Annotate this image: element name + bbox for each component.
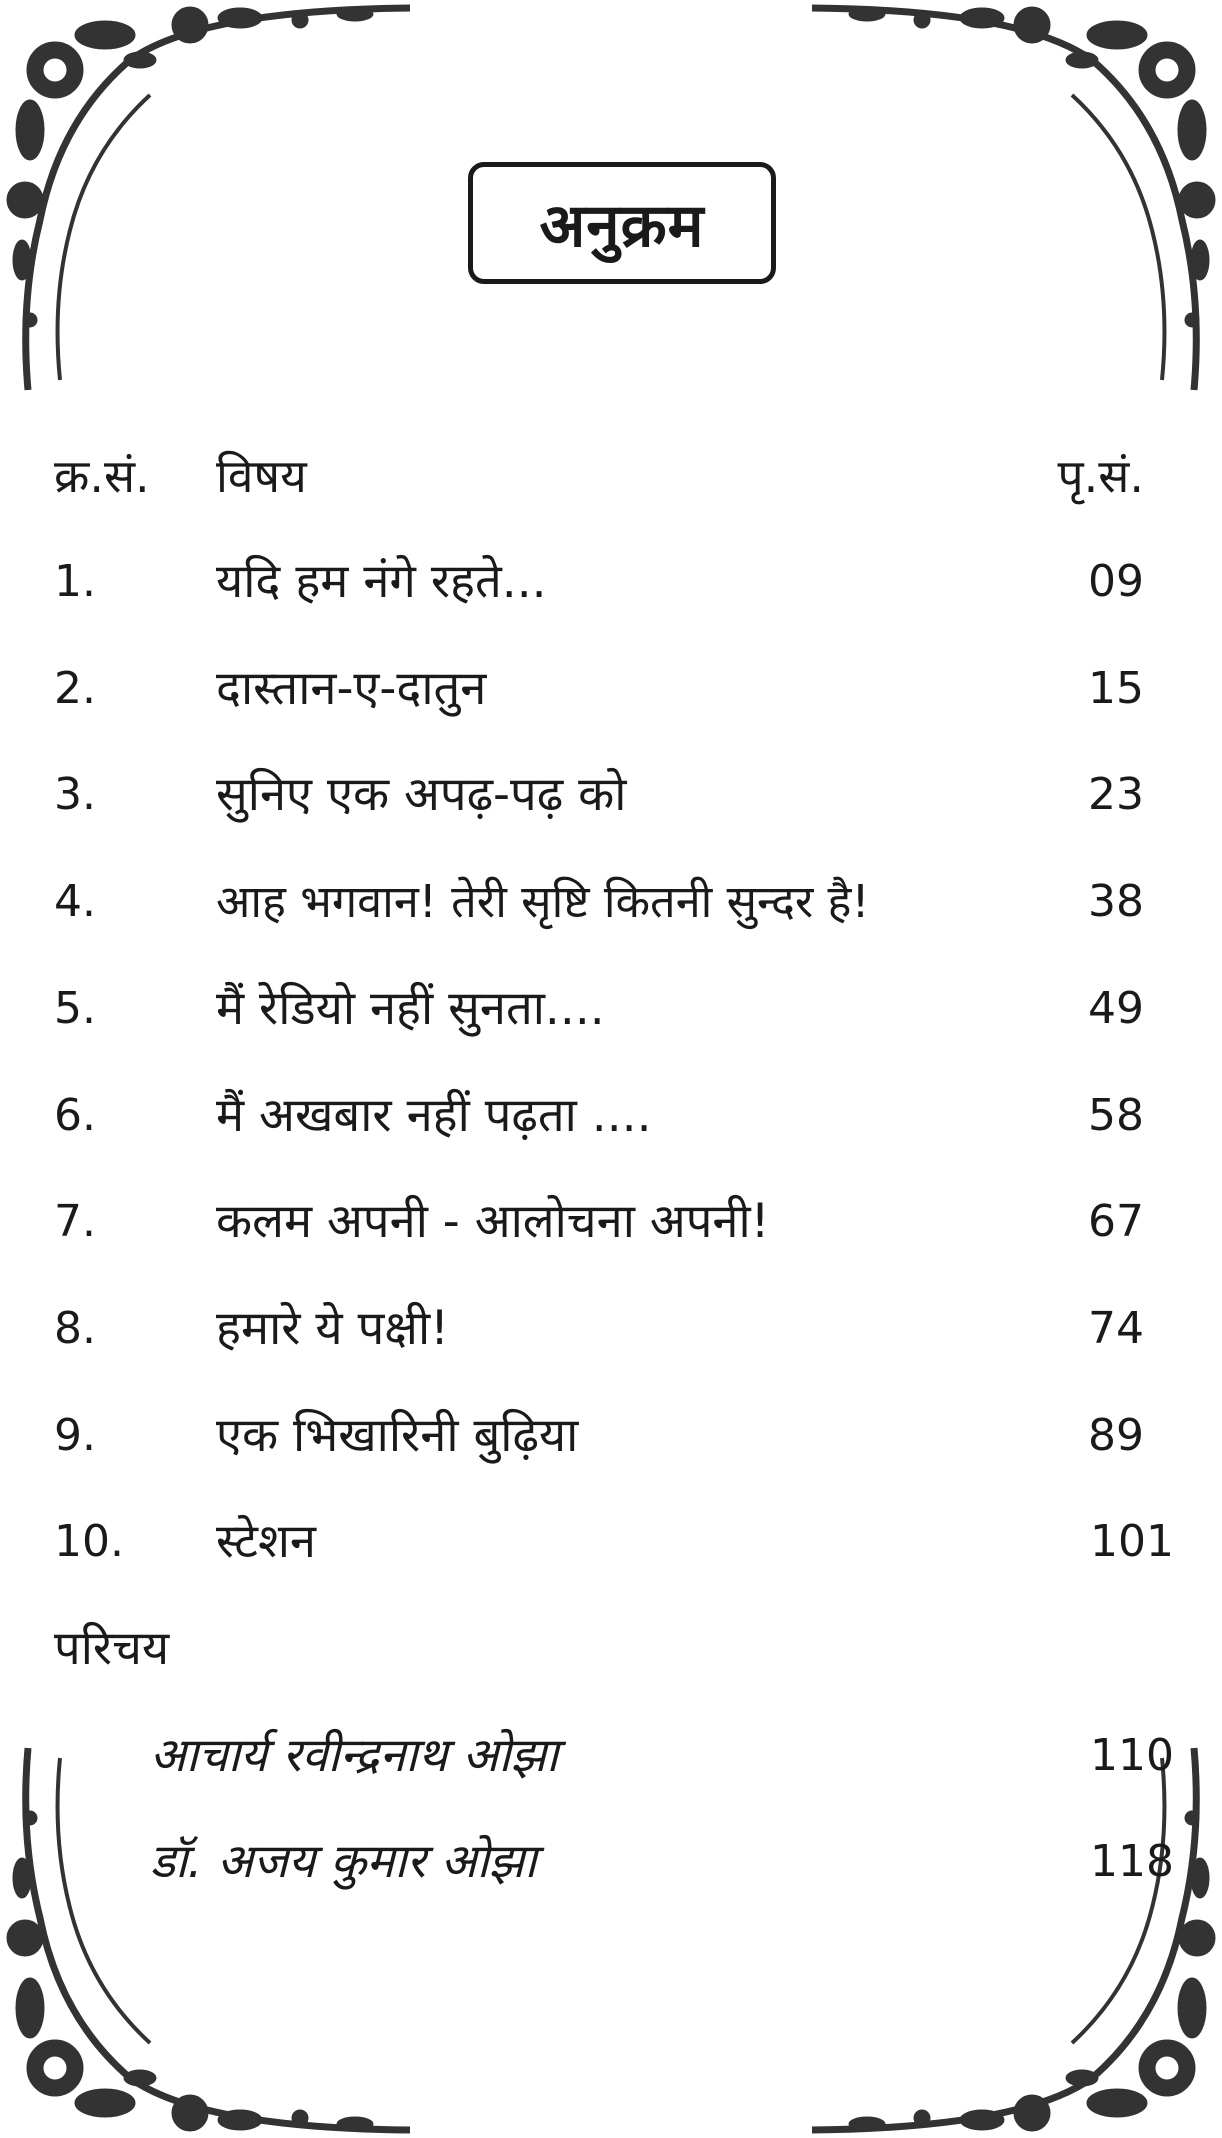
toc-entry (0, 755, 1222, 835)
entry-number: 6. (54, 1090, 96, 1141)
intro-entry (0, 1716, 1222, 1796)
entry-number: 8. (54, 1303, 96, 1354)
entry-page: 67 (1088, 1196, 1144, 1247)
entry-page: 89 (1088, 1410, 1144, 1461)
floral-corner-top-left-icon (0, 0, 420, 400)
entry-topic: कलम अपनी - आलोचना अपनी! (216, 1194, 770, 1249)
intro-name: डॉ. अजय कुमार ओझा (150, 1834, 537, 1889)
entry-number: 4. (54, 876, 96, 927)
toc-entry (0, 542, 1222, 622)
entry-topic: यदि हम नंगे रहते... (216, 554, 547, 609)
floral-corner-top-right-icon (802, 0, 1222, 400)
intro-page: 118 (1090, 1836, 1174, 1887)
intro-name: आचार्य रवीन्द्रनाथ ओझा (150, 1728, 559, 1783)
entry-topic: हमारे ये पक्षी! (216, 1301, 450, 1356)
toc-entry (0, 1076, 1222, 1156)
entry-page: 101 (1090, 1516, 1174, 1567)
entry-page: 58 (1088, 1090, 1144, 1141)
serial-header: क्र.सं. (54, 449, 150, 503)
toc-entry (0, 1396, 1222, 1476)
entry-topic: स्टेशन (216, 1514, 317, 1569)
page-title: अनुक्रम (468, 162, 776, 284)
entry-topic: मैं अखबार नहीं पढ़ता .... (216, 1088, 652, 1143)
entry-page: 49 (1088, 983, 1144, 1034)
floral-corner-bottom-left-icon (0, 1738, 420, 2138)
toc-entry (0, 862, 1222, 942)
entry-topic: एक भिखारिनी बुढ़िया (216, 1408, 579, 1463)
entry-page: 23 (1088, 769, 1144, 820)
toc-entry (0, 1182, 1222, 1262)
toc-entry (0, 1289, 1222, 1369)
intro-heading: परिचय (54, 1621, 170, 1676)
entry-page: 38 (1088, 876, 1144, 927)
entry-topic: आह भगवान! तेरी सृष्टि कितनी सुन्दर है! (216, 875, 870, 928)
entry-number: 10. (54, 1516, 124, 1567)
entry-number: 3. (54, 769, 96, 820)
entry-page: 09 (1088, 556, 1144, 607)
toc-entry (0, 969, 1222, 1049)
header-row (0, 436, 1222, 516)
toc-entry (0, 1502, 1222, 1582)
entry-number: 9. (54, 1410, 96, 1461)
entry-number: 7. (54, 1196, 96, 1247)
page-header: पृ.सं. (1057, 449, 1144, 503)
entry-page: 15 (1088, 663, 1144, 714)
intro-page: 110 (1090, 1730, 1174, 1781)
entry-number: 2. (54, 663, 96, 714)
entry-number: 1. (54, 556, 96, 607)
topic-header: विषय (216, 449, 307, 503)
entry-page: 74 (1088, 1303, 1144, 1354)
floral-corner-bottom-right-icon (802, 1738, 1222, 2138)
entry-topic: सुनिए एक अपढ़-पढ़ को (216, 767, 627, 822)
entry-topic: मैं रेडियो नहीं सुनता.... (216, 981, 605, 1036)
toc-entry (0, 649, 1222, 729)
intro-entry (0, 1822, 1222, 1902)
entry-number: 5. (54, 983, 96, 1034)
entry-topic: दास्तान-ए-दातुन (216, 661, 487, 716)
